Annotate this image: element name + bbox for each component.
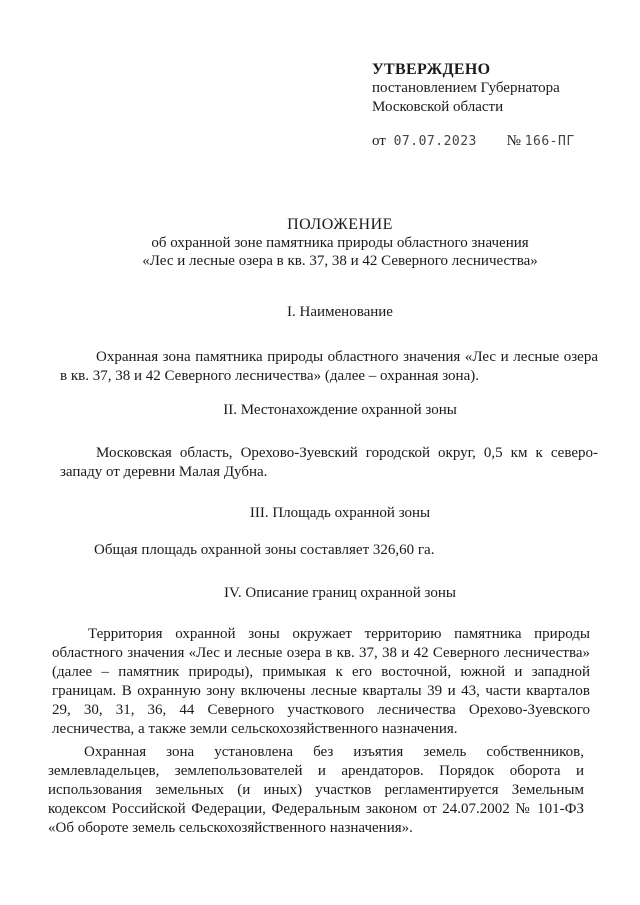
decree-from-label: от [372, 133, 386, 149]
approval-line-2: Московской области [372, 99, 504, 115]
decree-line [372, 133, 575, 150]
section-4-paragraph-2: Охранная зона установлена без изъятия земель собственников, землевладельцев, землепользователей и арендаторов. Порядок оборота и использования земельных (и иных) участков регламентируется Земельным кодексом Российской Федерации, Федеральным законом от 24.07.2002 № 101-ФЗ «Об обороте земель сельскохозяйственного назначения». [48, 744, 584, 836]
section-heading-1: I. Наименование [287, 304, 393, 320]
section-1-paragraph: Охранная зона памятника природы областного значения «Лес и лесные озера в кв. 37, 38 и 42 Северного лесничества» (далее – охранная зона). [60, 349, 598, 384]
section-4-paragraph-1: Территория охранной зоны окружает территорию памятника природы областного значения «Лес и лесные озера в кв. 37, 38 и 42 Северного лесничества» (далее – памятник природы), примыкая к его восточной, южной и западной границам. В охранную зону включены лесные кварталы 39 и 43, части кварталов 29, 30, 31, 36, 44 Северного участкового лесничества Орехово-Зуевского лесничества, а также земли сельскохозяйственного назначения. [52, 626, 590, 737]
title-line-2: об охранной зоне памятника природы областного значения [151, 235, 529, 251]
decree-number-sign: № [506, 133, 521, 149]
section-2-paragraph: Московская область, Орехово-Зуевский городской округ, 0,5 км к северо-западу от деревни Малая Дубна. [60, 445, 598, 480]
decree-number: 166-ПГ [524, 134, 575, 149]
title-main: ПОЛОЖЕНИЕ [287, 216, 393, 233]
decree-date: 07.07.2023 [393, 134, 477, 149]
section-3-paragraph: Общая площадь охранной зоны составляет 326,60 га. [94, 542, 435, 558]
approval-line-1: постановлением Губернатора [372, 80, 560, 96]
section-heading-3: III. Площадь охранной зоны [249, 505, 431, 521]
approval-stamp: УТВЕРЖДЕНО [372, 61, 491, 78]
section-heading-4: IV. Описание границ охранной зоны [224, 585, 456, 601]
section-heading-2: II. Местонахождение охранной зоны [223, 402, 457, 418]
approval-block [372, 60, 560, 117]
title-line-3: «Лес и лесные озера в кв. 37, 38 и 42 Северного лесничества» [142, 253, 538, 269]
document-title [60, 216, 620, 270]
